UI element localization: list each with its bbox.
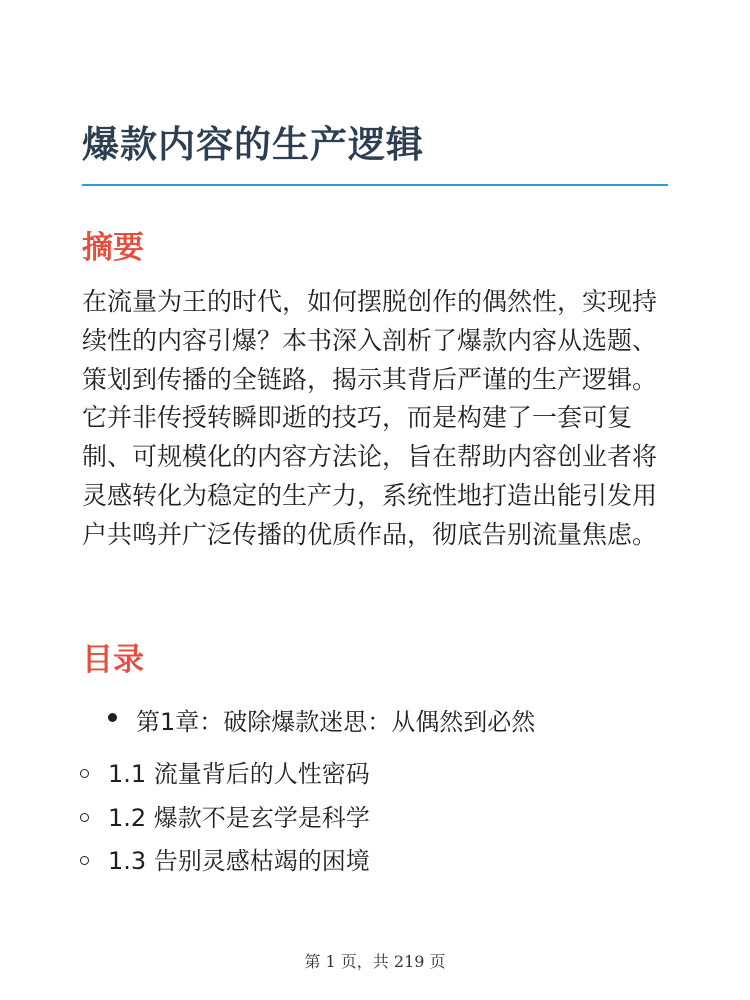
toc-section-label: 1.3 告别灵感枯竭的困境 <box>108 847 370 875</box>
toc-section-item[interactable] <box>80 844 370 888</box>
toc-section-label: 1.1 流量背后的人性密码 <box>108 760 370 788</box>
toc-chapter-label: 第1章：破除爆款迷思：从偶然到必然 <box>136 708 536 736</box>
bullet-circle-icon <box>80 856 89 865</box>
abstract-text: 在流量为王的时代，如何摆脱创作的偶然性，实现持续性的内容引爆？本书深入剖析了爆款内容从选题、策划到传播的全链路，揭示其背后严谨的生产逻辑。它并非传授转瞬即逝的技巧，而是构建了一套可复制、可规模化的内容方法论，旨在帮助内容创业者将灵感转化为稳定的生产力，系统性地打造出能引发用户共鸣并广泛传播的优质作品，彻底告别流量焦虑。 <box>82 287 658 549</box>
toc-heading: 目录 <box>82 642 144 678</box>
toc-section-label: 1.2 爆款不是玄学是科学 <box>108 803 370 832</box>
toc-section-item[interactable] <box>80 757 370 801</box>
document-title: 爆款内容的生产逻辑 <box>82 123 424 166</box>
title-divider <box>82 184 668 186</box>
toc-chapter-item[interactable] <box>108 702 535 737</box>
bullet-disc-icon <box>108 713 117 722</box>
abstract-heading: 摘要 <box>82 230 144 266</box>
page-footer: 第 1 页，共 219 页 <box>304 952 446 971</box>
toc-section-list <box>80 757 370 888</box>
toc-section-item[interactable] <box>80 801 370 845</box>
bullet-circle-icon <box>80 769 89 778</box>
bullet-circle-icon <box>80 813 89 822</box>
